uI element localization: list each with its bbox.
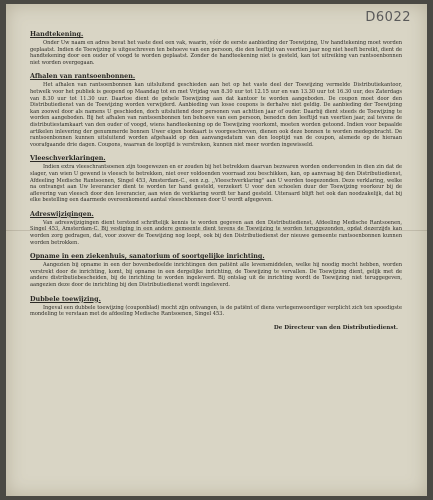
section-heading: Handtekening. [30,30,84,38]
section-text: Het afhalen van rantsoenbonnen kan uitsluitend geschieden aan het op het vaste deel der Toewijzing vermelde Distributiekantoor, hetwelk voor het publiek is geopend op Maandag tot en met Vrijdag van 8.30 uur tot 12.15 uur en van 13.30 uur tot 16.30 uur, des Zaterdags van 8.30 uur tot 11.30 uur. Daartoe dient de gehele Toewijzing aan dat kantoor te worden aangeboden. De coupon moet door den Distributiedienst van de Toewijzing worden verwijderd. Aanbieding van losse coupons is derhalve niet geldig. De aanbieding der Toewijzing kan zoowel door als namens U geschieden, doch uitsluitend door personen van achttien jaar of ouder. Daarbij dient steeds de Toewijzing te worden aangeboden. Bij het afhalen van rantsoenbonnen ten behoeve van een persoon, benedcn den leeftijd van veertien jaar, zal tevens de distributiestamkaart van den ouder of voogd, wiens handteekening op de Toewijzing voorkomt, moeten worden getoond. Indien voor bepaalde artikelen inlevering der genummerde bonnen Uwer eigen bonkaart is voorgeschreven, dienen ook deze bonnen te worden medegebracht. De rantsoenbonnen kunnen uitsluitend worden afgehaald op den aanvangsdatum van den looptijd van de coupon, alsmede op de hieraan voorafgaande drie dagen. Coupons, waarvan de looptijd is verstreken, kunnen niet meer worden ingewisseld. [30,82,402,148]
section-heading: Opname in een ziekenhuis, sanatorium of soortgelijke inrichting. [30,252,265,261]
section-heading: Adreswijzigingen. [30,209,94,218]
document-sheet [6,4,427,496]
section-text: Aangezien bij opname in een der bovenbedoelde inrichtingen den patiënt alle levensmiddelen, welke hij noodig mocht hebben, worden verstrekt door de inrichting, komt, bij opname in een dergelijke inrichting, de Toewijzing te vervallen. De Toewijzing dient, gelijk met de andere distributiebescheiden, bij de inrichting te worden ingeleverd. Bij ontslag uit de inrichting wordt de Toewijzing niet teruggegeven, aangezien deze door de inrichting bij den Distributiedienst wordt ingeleverd. [30,262,402,289]
section-afhalen [30,72,402,148]
section-dubbele-toewijzing [30,295,402,318]
section-text: Onder Uw naam en adres bevat het vaste deel een vak, waarin, vóór de eerste aanbieding der Toewijzing, Uw handtekening moet worden geplaatst. Indien de Toewijzing is uitgeschreven ten behoeve van een persoon, die den leeftijd van veertien jaar nog niet heeft bereikt, dient de handtekening door een ouder of voogd te worden geplaatst. Zonder de handteekening niet is gesteld, kan tot uitreiking van rantsoenbonnen niet worden overgegaan. [30,40,402,66]
section-adreswijzigingen [30,210,402,246]
closing-signature: De Directeur van den Distributiedienst. [273,324,398,331]
section-heading: Afhalen van rantsoenbonnen. [30,72,136,81]
document-body [30,30,402,336]
section-handtekening [30,30,402,66]
section-text: Indien extra vleeschrantsoenen zijn toegewezen en er zouden bij het betrekken daarvan bezwaren worden ondervonden in dien zin dat de slager, van wien U gewend is vleesch te betrekken, niet over voldoenden voorraad zou beschikken, kan, op aanvraag bij den Distributiedienst, Afdeeling Medische Rantsoenen, Singel 453, Amsterdam-C., een z.g. ,,Vleeschverklaring'' aan U worden toegezonden. Deze verklaring, welke na ontvangst aan Uw leverancier dient te worden ter hand gesteld, verzekert U voor den schoelen duur der Toewijzing voorkeur bij de aflevering van vleesch door den leverancier, aan wien de verklaring wordt ter hand gesteld. Uiteraard blijft het ook dan noodzakelijk, dat bij elke bestelling een daarmede overeenkomend aantal vleeschbonnen door U wordt afgegeven. [30,164,402,204]
section-text: Ingeval een dubbele toewijzing (couponblad) mocht zijn ontvangen, is de patiënt of diens vertegenwoordiger verplicht zich ten spoedigste mondeling te verstaan met de afdeeling Medische Rantsoenen, Singel 453. [30,304,402,318]
document-id-stamp: D6022 [365,10,411,25]
section-heading: Dubbele toewijzing. [30,294,101,303]
section-text: Van adreswijzigingen dient terstond schriftelijk kennis te worden gegeven aan den Distributiedienst, Afdeeling Medische Rantsoenen, Singel 453, Amsterdam-C. Bij vestiging in een andere gemeente dient tevens de Toewijzing te worden teruggezonden, opdat dezerzijds kan worden zorg gedragen, dat, voor zoover de Toewijzing nog loopt, ook bij den Distributiedienst der nieuwe gemeente rantsoenbonnen kunnen worden betrokken. [30,219,402,246]
section-opname [30,252,402,288]
section-vleeschverklaringen [30,154,402,204]
section-heading: Vleeschverklaringen. [30,154,106,163]
